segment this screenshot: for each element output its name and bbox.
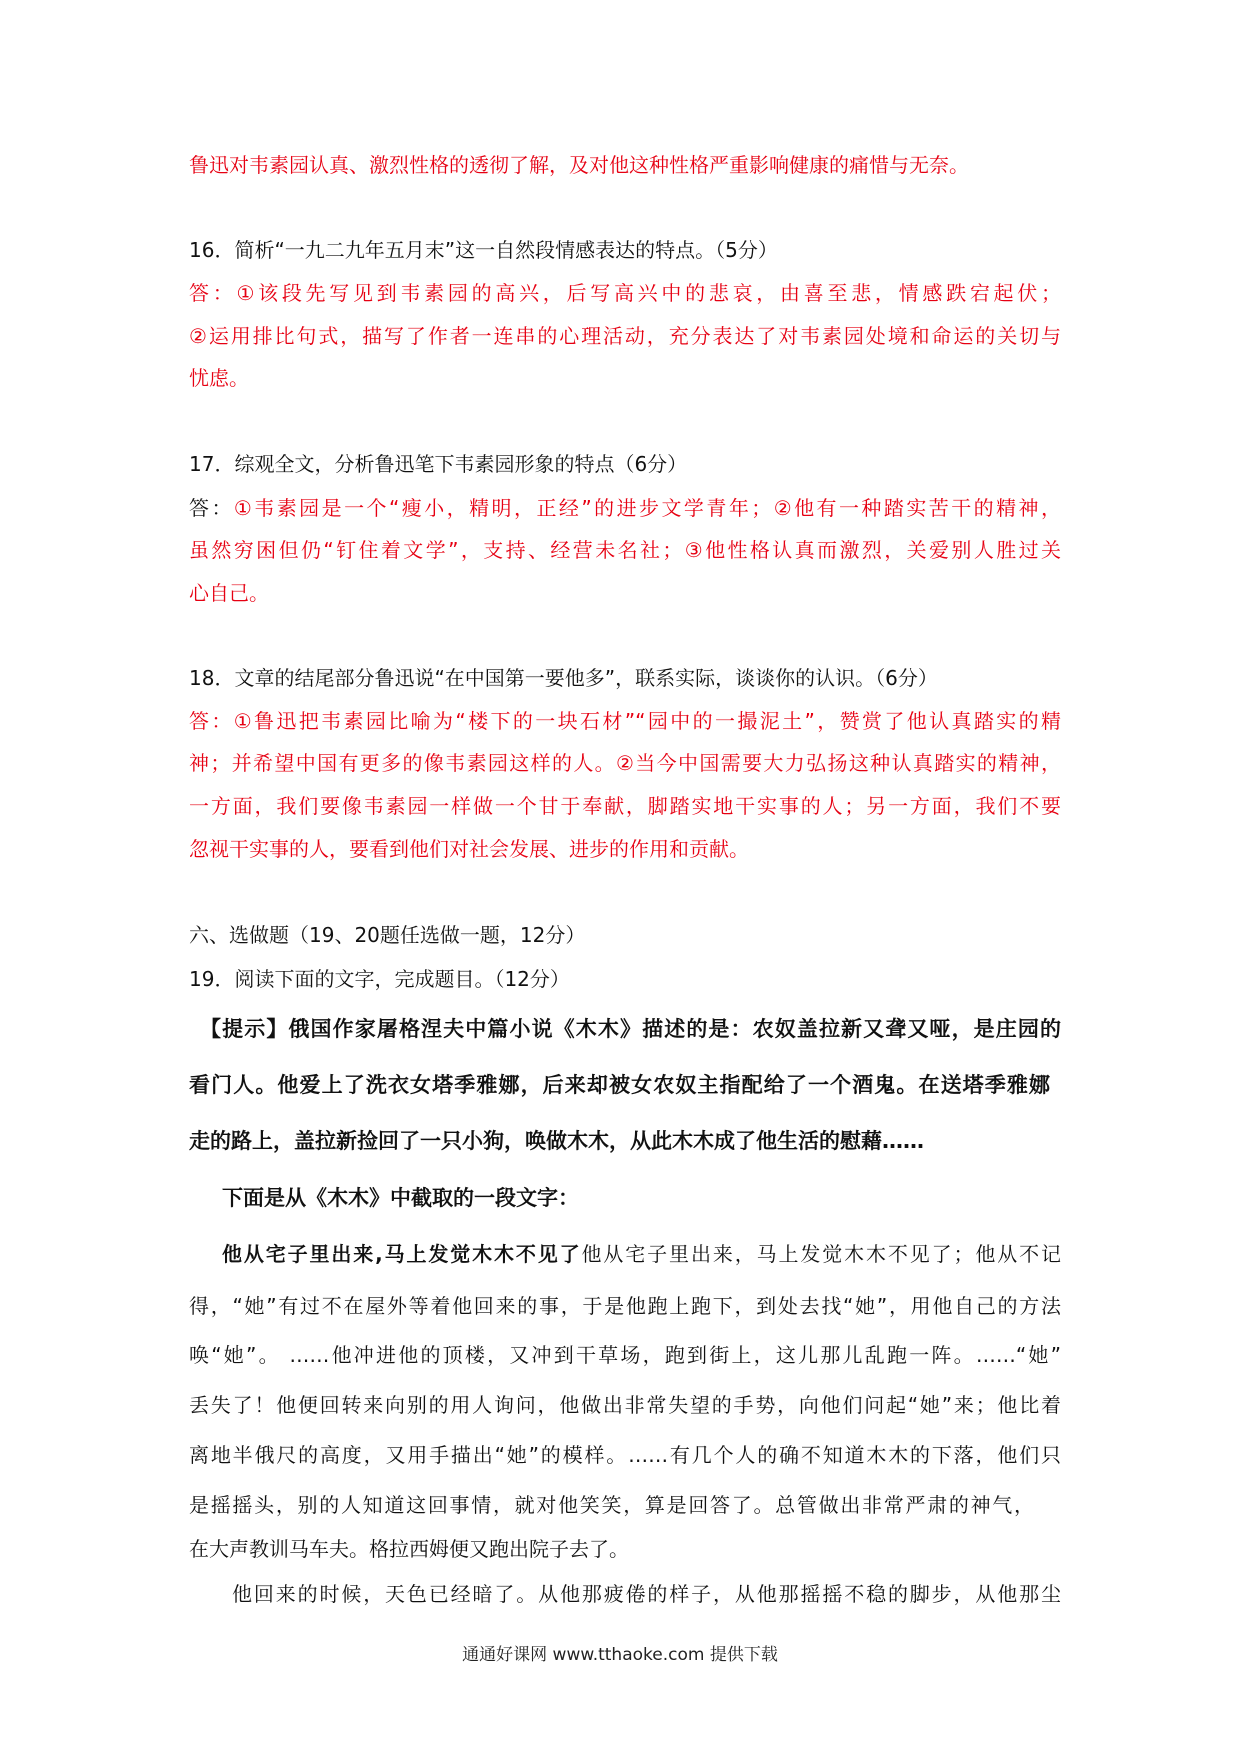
top-answer-line: 鲁迅对韦素园认真、激烈性格的透彻了解，及对他这种性格严重影响健康的痛惜与无奈。 bbox=[189, 153, 969, 177]
q16-question: 16．简析“一九二九年五月末”这一自然段情感表达的特点。（5分） bbox=[189, 238, 778, 262]
q18-answer-line: 答：①鲁迅把韦素园比喻为“楼下的一块石材”“园中的一撮泥土”，赞赏了他认真踏实的精 bbox=[189, 709, 1061, 733]
passage-line bbox=[222, 1241, 1061, 1267]
q18-answer-line: 忽视干实事的人，要看到他们对社会发展、进步的作用和贡献。 bbox=[189, 837, 749, 861]
answer-prefix: 答： bbox=[189, 496, 234, 520]
q16-answer-line: ②运用排比句式，描写了作者一连串的心理活动，充分表达了对韦素园处境和命运的关切与 bbox=[189, 324, 1061, 348]
q16-answer-line: 忧虑。 bbox=[189, 366, 249, 390]
q17-question: 17．综观全文，分析鲁迅笔下韦素园形象的特点（6分） bbox=[189, 452, 688, 476]
tip-line: 【提示】俄国作家屠格涅夫中篇小说《木木》描述的是：农奴盖拉新又聋又哑，是庄园的 bbox=[200, 1017, 1061, 1041]
passage-line: 离地半俄尺的高度，又用手描出“她”的模样。……有几个人的确不知道木木的下落，他们只 bbox=[189, 1443, 1061, 1467]
passage-line: 他回来的时候，天色已经暗了。从他那疲倦的样子，从他那摇摇不稳的脚步，从他那尘 bbox=[232, 1582, 1061, 1606]
passage-line: 是摇摇头，别的人知道这回事情，就对他笑笑，算是回答了。总管做出非常严肃的神气， bbox=[189, 1493, 1034, 1517]
passage-line: 在大声教训马车夫。格拉西姆便又跑出院子去了。 bbox=[189, 1537, 629, 1561]
passage-intro: 下面是从《木木》中截取的一段文字： bbox=[222, 1186, 579, 1210]
passage-line: 丢失了！他便回转来向别的用人询问，他做出非常失望的手势，向他们问起“她”来；他比着 bbox=[189, 1393, 1061, 1417]
q17-answer-line: 虽然穷困但仍“钉住着文学”，支持、经营未名社；③他性格认真而激烈，关爱别人胜过关 bbox=[189, 538, 1061, 562]
page-footer: 通通好课网 www.tthaoke.com 提供下载 bbox=[462, 1645, 778, 1665]
q18-answer-line: 神；并希望中国有更多的像韦素园这样的人。②当今中国需要大力弘扬这种认真踏实的精神， bbox=[189, 751, 1061, 775]
q17-answer-text: ①韦素园是一个“瘦小，精明，正经”的进步文学青年；②他有一种踏实苦干的精神， bbox=[233, 496, 1062, 520]
tip-line: 看门人。他爱上了洗衣女塔季雅娜，后来却被女农奴主指配给了一个酒鬼。在送塔季雅娜 bbox=[189, 1073, 1050, 1097]
passage-bold-heading: 他从宅子里出来,马上发觉木木不见了 bbox=[222, 1242, 582, 1266]
q17-answer-line: 心自己。 bbox=[189, 581, 269, 605]
passage-text: 他从宅子里出来，马上发觉木木不见了；他从不记 bbox=[581, 1242, 1061, 1266]
passage-line: 得，“她”有过不在屋外等着他回来的事，于是他跑上跑下，到处去找“她”，用他自己的方法 bbox=[189, 1294, 1061, 1318]
q18-answer-line: 一方面，我们要像韦素园一样做一个甘于奉献，脚踏实地干实事的人；另一方面，我们不要 bbox=[189, 794, 1061, 818]
q18-question: 18．文章的结尾部分鲁迅说“在中国第一要他多”，联系实际，谈谈你的认识。（6分） bbox=[189, 666, 938, 690]
q16-answer-line: 答：①该段先写见到韦素园的高兴，后写高兴中的悲哀，由喜至悲，情感跌宕起伏； bbox=[189, 281, 1061, 305]
section-six-heading: 六、选做题（19、20题任选做一题，12分） bbox=[189, 923, 586, 947]
tip-line: 走的路上，盖拉新捡回了一只小狗，唤做木木，从此木木成了他生活的慰藉…… bbox=[189, 1129, 924, 1153]
passage-line: 唤“她”。 ……他冲进他的顶楼，又冲到干草场，跑到街上，这儿那儿乱跑一阵。……“她” bbox=[189, 1343, 1061, 1367]
q19-question: 19．阅读下面的文字，完成题目。（12分） bbox=[189, 967, 570, 991]
q17-answer-line bbox=[189, 495, 1061, 521]
